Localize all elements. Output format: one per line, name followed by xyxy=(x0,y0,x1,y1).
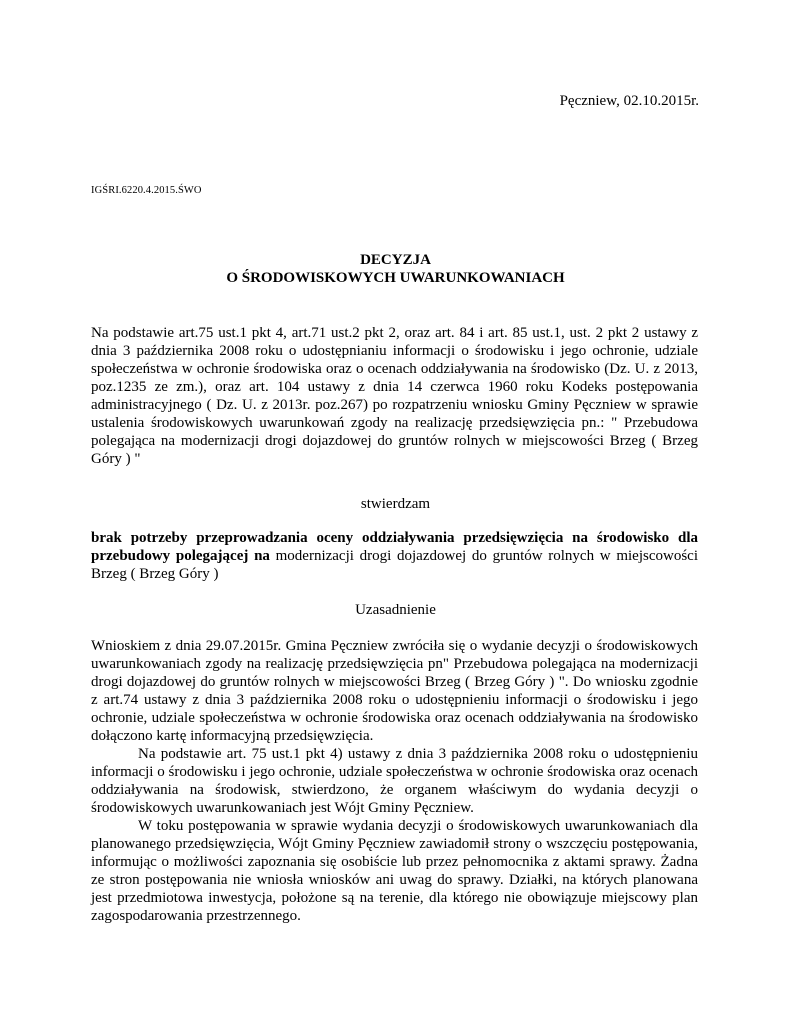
decision-text xyxy=(91,529,698,583)
uzasadnienie-heading: Uzasadnienie xyxy=(355,602,436,618)
intro-text: Na podstawie art.75 ust.1 pkt 4, art.71 ust.2 pkt 2, oraz art. 84 i art. 85 ust.1, ust. 2 pkt 2 ustawy z dnia 3 października 2008 roku o udostępnianiu informacji o środowisku i jego ochronie, udziale społeczeństwa w ochronie środowiska oraz o ocenach oddziaływania na środowisko (Dz. U. z 2013, poz.1235 ze zm.), oraz art. 104 ustawy z dnia 14 czerwca 1960 roku Kodeks postępowania administracyjnego ( Dz. U. z 2013r. poz.267) po rozpatrzeniu wniosku Gminy Pęczniew w sprawie ustalenia środowiskowych uwarunkowań zgody na realizację przedsięwzięcia pn.: " Przebudowa polegająca na modernizacji drogi dojazdowej do gruntów rolnych w miejscowości Brzeg ( Brzeg Góry ) " xyxy=(91,325,698,467)
legal-basis-paragraph xyxy=(91,324,698,468)
decision-paragraph xyxy=(91,529,698,583)
place-date: Pęczniew, 02.10.2015r. xyxy=(559,93,699,109)
decision-bold-text: brak potrzeby przeprowadzania oceny oddziaływania przedsięwzięcia na środowisko dla przebudowy polegającej na xyxy=(91,530,698,564)
document-title xyxy=(0,251,791,287)
justification-body xyxy=(91,637,698,925)
reference-number: IGŚRI.6220.4.2015.ŚWO xyxy=(91,185,202,196)
justification-paragraph-2: Na podstawie art. 75 ust.1 pkt 4) ustawy z dnia 3 października 2008 roku o udostępnieniu informacji o środowisku i jego ochronie, udziale społeczeństwa w ochronie środowiska oraz ocenach oddziaływania na środowisk, stwierdzono, że organem właściwym do wydania decyzji o środowiskowych uwarunkowaniach jest Wójt Gminy Pęczniew. xyxy=(91,746,698,816)
decision-normal-text: modernizacji drogi dojazdowej do gruntów rolnych w miejscowości Brzeg ( Brzeg Góry ) xyxy=(91,548,698,582)
justification-paragraph-3: W toku postępowania w sprawie wydania decyzji o środowiskowych uwarunkowaniach dla planowanego przedsięwzięcia, Wójt Gminy Pęczniew zawiadomił strony o wszczęciu postępowania, informując o możliwości zapoznania się osobiście lub przez pełnomocnika z aktami sprawy. Żadna ze stron postępowania nie wniosła wniosków ani uwag do sprawy. Działki, na których planowana jest przedmiotowa inwestycja, położone są na terenie, dla którego nie obowiązuje miejscowy plan zagospodarowania przestrzennego. xyxy=(91,818,698,924)
stwierdzam-heading: stwierdzam xyxy=(360,496,431,512)
title-line-1: DECYZJA xyxy=(360,252,431,268)
justification-paragraph-1: Wnioskiem z dnia 29.07.2015r. Gmina Pęczniew zwróciła się o wydanie decyzji o środowiskowych uwarunkowaniach zgody na realizację przedsięwzięcia pn" Przebudowa polegająca na modernizacji drogi dojazdowej do gruntów rolnych w miejscowości Brzeg ( Brzeg Góry ) ". Do wniosku zgodnie z art.74 ustawy z dnia 3 października 2008 roku o udostępnieniu informacji o środowisku i jego ochronie, udziale społeczeństwa w ochronie środowiska oraz ocenach oddziaływania na środowisko dołączono kartę informacyjną przedsięwzięcia. xyxy=(91,638,698,744)
title-line-2: O ŚRODOWISKOWYCH UWARUNKOWANIACH xyxy=(226,270,565,286)
